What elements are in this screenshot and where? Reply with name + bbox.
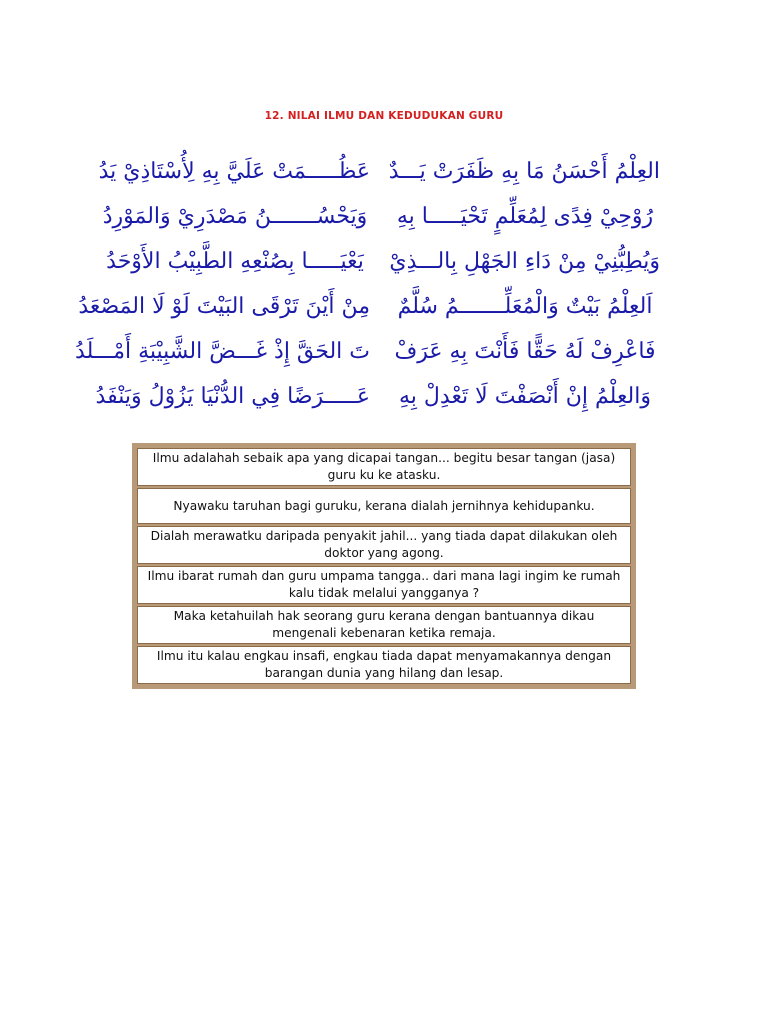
verse-second-hemistich: عَـــــرَضًا فِي الدُّنْيَا يَزُوْلُ وَيَنْفَدُ: [95, 384, 370, 409]
verse-first-hemistich: العِلْمُ أَحْسَنُ مَا بِهِ ظَفَرَتْ يَـــدٌ: [388, 159, 660, 184]
verse-second-hemistich: تَ الحَقَّ إِذْ غَـــضَّ الشَّبِيْبَةِ أَمْـــلَدُ: [75, 339, 370, 364]
translation-cell: Ilmu ibarat rumah dan guru umpama tangga.. dari mana lagi ingim ke rumah kalu tidak melalui yangganya ?: [137, 566, 631, 604]
translation-cell: Ilmu adalahah sebaik apa yang dicapai tangan... begitu besar tangan (jasa) guru ku ke atasku.: [137, 448, 631, 486]
translation-table: [132, 443, 636, 689]
translation-cell: Nyawaku taruhan bagi guruku, kerana dialah jernihnya kehidupanku.: [137, 488, 631, 524]
verse-first-hemistich: اَلعِلْمُ بَيْتٌ وَالْمُعَلِّـــــــمُ سُلَّمٌ: [397, 294, 653, 319]
translation-cell: Maka ketahuilah hak seorang guru kerana dengan bantuannya dikau mengenali kebenaran ketika remaja.: [137, 606, 631, 644]
poem-verse: [95, 375, 670, 419]
verse-first-hemistich: رُوْحِيْ فِدًى لِمُعَلِّمٍ تَحْيَـــــا بِهِ: [396, 204, 654, 229]
arabic-poem: [75, 150, 670, 420]
translation-cell: Ilmu itu kalau engkau insafi, engkau tiada dapat menyamakannya dengan barangan dunia yang hilang dan lesap.: [137, 646, 631, 684]
translation-cell: Dialah merawatku daripada penyakit jahil... yang tiada dapat dilakukan oleh doktor yang agong.: [137, 526, 631, 564]
document-title: 12. NILAI ILMU DAN KEDUDUKAN GURU: [264, 110, 504, 122]
verse-first-hemistich: فَاعْرِفْ لَهُ حَقًّا فَأَنْتَ بِهِ عَرَفْ: [394, 339, 656, 364]
poem-verse: [100, 195, 670, 239]
verse-second-hemistich: يَعْيَـــــا بِصُنْعِهِ الطَّبِيْبُ الأَوْحَدُ: [106, 249, 364, 274]
verse-second-hemistich: عَظُـــــمَتْ عَلَيَّ بِهِ لِأُسْتَاذِيْ يَدُ: [98, 159, 370, 184]
poem-verse: [100, 240, 670, 284]
verse-second-hemistich: مِنْ أَيْنَ تَرْقَى البَيْتَ لَوْ لَا المَصْعَدُ: [78, 294, 370, 319]
poem-verse: [100, 150, 670, 194]
poem-verse: [78, 285, 670, 329]
verse-second-hemistich: وَيَحْسُـــــــنُ مَصْدَرِيْ وَالمَوْرِدُ: [102, 204, 368, 229]
verse-first-hemistich: وَيُطِبُّنِيْ مِنْ دَاءِ الجَهْلِ بِالـــذِيْ: [389, 249, 660, 274]
poem-verse: [75, 330, 670, 374]
verse-first-hemistich: وَالعِلْمُ إِنْ أَنْصَفْتَ لَا تَعْدِلْ بِهِ: [399, 384, 651, 409]
